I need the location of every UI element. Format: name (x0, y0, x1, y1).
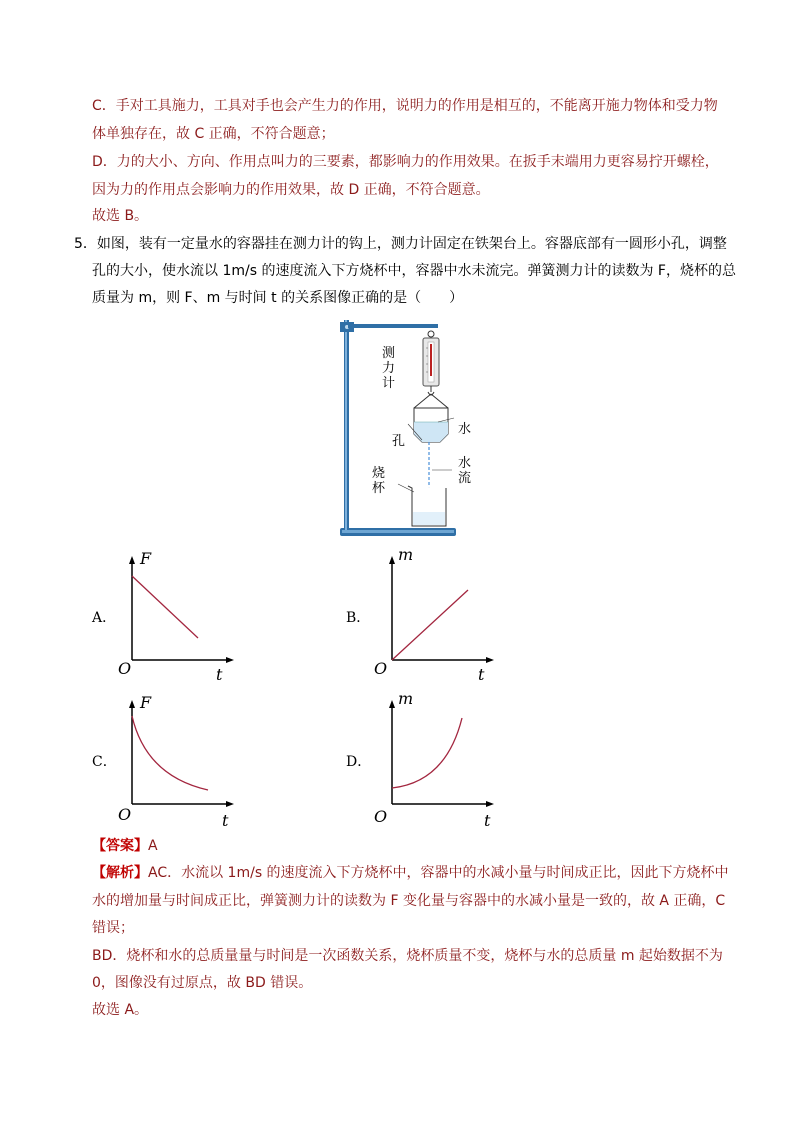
graph-c-curve (132, 716, 208, 790)
answer-c-line1: C．手对工具施力，工具对手也会产生力的作用，说明力的作用是相互的，不能离开施力物体和受力物 (92, 98, 718, 114)
graph-b (370, 548, 500, 684)
answer-line (92, 836, 158, 856)
analysis-line4: BD．烧杯和水的总质量量与时间是一次函数关系，烧杯质量不变，烧杯与水的总质量 m 起始数据不为 (92, 948, 723, 964)
graph-a-ylabel: F (140, 549, 152, 568)
analysis-line3: 错误； (92, 920, 134, 936)
option-c-label[interactable]: C． (92, 754, 117, 770)
solution-choice: 故选 A。 (92, 1002, 149, 1018)
graph-b-xlabel: t (478, 665, 485, 684)
graph-c-ylabel: F (140, 693, 152, 712)
label-water: 水 (458, 422, 472, 437)
graph-a-origin: O (118, 659, 132, 678)
analysis-line5: 0，图像没有过原点，故 BD 错误。 (92, 975, 313, 991)
stand-arm (348, 324, 438, 328)
graph-d-ylabel: m (398, 692, 414, 708)
option-b-label[interactable]: B． (346, 610, 371, 626)
question-line2: 孔的大小，使水流以 1m/s 的速度流入下方烧杯中，容器中水未流完。弹簧测力计的读数为 F，烧杯的总 (92, 263, 736, 279)
answer-d-line1: D．力的大小、方向、作用点叫力的三要素，都影响力的作用效果。在扳手末端用力更容易拧开螺栓， (92, 154, 719, 170)
graph-a-xlabel: t (216, 665, 223, 684)
label-beaker: 烧 杯 (372, 466, 386, 496)
option-d-label[interactable]: D． (346, 754, 372, 770)
graph-b-line (392, 590, 468, 660)
graph-d-curve (392, 718, 462, 788)
graph-d-origin: O (374, 807, 388, 826)
analysis-line2: 水的增加量与时间成正比，弹簧测力计的读数为 F 变化量与容器中的水减小量是一致的，故 A 正确，C (92, 893, 726, 909)
label-water-flow: 水 流 (458, 456, 472, 486)
answer-tag: 【答案】 (92, 838, 148, 854)
answer-choice-prev: 故选 B。 (92, 208, 149, 224)
graph-a-line (132, 576, 198, 638)
question-line3: 质量为 m，则 F、m 与时间 t 的关系图像正确的是（ ） (92, 290, 464, 306)
analysis-tag: 【解析】 (92, 865, 148, 881)
analysis-line1: 【解析】AC．水流以 1m/s 的速度流入下方烧杯中，容器中的水减小量与时间成正比，因此下方烧杯中 (92, 865, 729, 881)
graph-c (110, 692, 240, 828)
apparatus-figure (334, 312, 464, 544)
graph-d-xlabel: t (484, 811, 491, 828)
graph-b-ylabel: m (398, 548, 414, 564)
answer-d-line2: 因为力的作用点会影响力的作用效果，故 D 正确，不符合题意。 (92, 182, 490, 198)
answer-c-line2: 体单独存在，故 C 正确，不符合题意； (92, 126, 335, 142)
answer-value: A (148, 838, 158, 854)
graph-d (370, 692, 500, 828)
option-a-label[interactable]: A． (92, 610, 117, 626)
graph-b-origin: O (374, 659, 388, 678)
graph-c-origin: O (118, 805, 132, 824)
label-hole: 孔 (392, 434, 406, 449)
graph-c-xlabel: t (222, 811, 229, 828)
label-force-meter: 测 力 计 (382, 346, 396, 391)
graph-a (110, 548, 240, 684)
question-line1: 5．如图，装有一定量水的容器挂在测力计的钩上，测力计固定在铁架台上。容器底部有一圆形小孔，调整 (74, 236, 727, 252)
